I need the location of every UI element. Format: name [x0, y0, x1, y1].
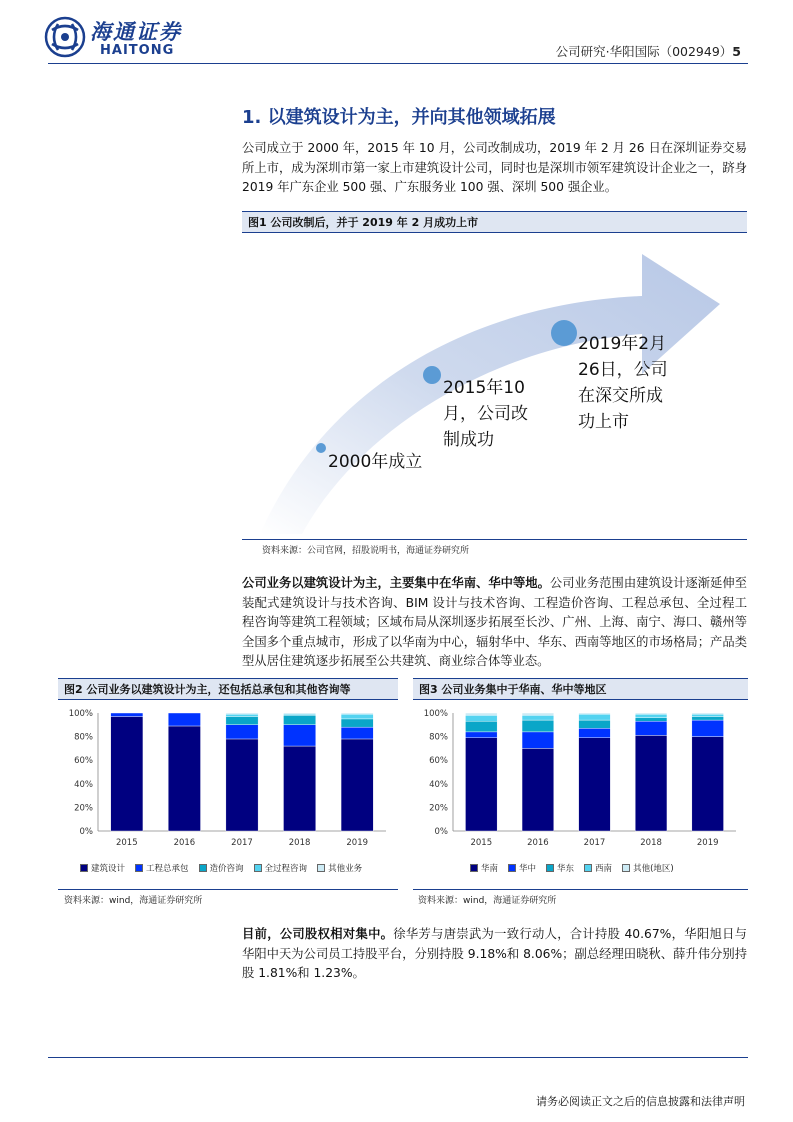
fig1-source-divider: [242, 539, 747, 540]
x-tick-label: 2018: [288, 838, 311, 848]
fig3-source-divider: [413, 889, 748, 890]
legend-item: [470, 862, 498, 874]
bar-segment: [341, 719, 373, 727]
milestone-label-2000: 2000年成立: [328, 452, 423, 472]
y-tick-label: 40%: [429, 779, 448, 790]
bar-segment: [283, 725, 315, 746]
bar-segment: [635, 735, 667, 831]
fig2-source-divider: [58, 889, 398, 890]
shareholding-paragraph-lead: 目前，公司股权相对集中。: [242, 927, 394, 941]
legend-item: [584, 862, 612, 874]
legend-swatch: [546, 864, 554, 872]
x-tick-label: 2019: [696, 838, 719, 848]
bar-segment: [635, 721, 667, 735]
milestone-label-2019: 2019年2月26日，公司在深交所成功上市: [578, 334, 668, 432]
legend-item: [254, 862, 308, 874]
y-tick-label: 0%: [434, 827, 448, 837]
legend-item: [135, 862, 189, 874]
legend-item: [546, 862, 574, 874]
bar-segment: [635, 713, 667, 714]
business-paragraph: [242, 574, 747, 672]
haitong-logo: [42, 14, 192, 64]
bar-segment: [111, 713, 143, 717]
header-report-name: 公司研究·华阳国际（002949）: [555, 44, 733, 59]
legend-item: [80, 862, 125, 874]
bar-segment: [341, 713, 373, 714]
business-paragraph-lead: 公司业务以建筑设计为主，主要集中在华南、华中等地。: [242, 576, 550, 590]
bar-segment: [692, 720, 724, 737]
x-tick-label: 2015: [470, 838, 493, 848]
footer-divider: [48, 1057, 748, 1058]
footer-disclaimer: 请务必阅读正文之后的信息披露和法律声明: [536, 1095, 745, 1108]
y-tick-label: 60%: [74, 756, 93, 767]
bar-segment: [341, 714, 373, 719]
bar-segment: [283, 715, 315, 724]
bar-segment: [522, 732, 554, 749]
legend-swatch: [135, 864, 143, 872]
legend-item: [508, 862, 536, 874]
y-tick-label: 20%: [429, 803, 448, 814]
x-tick-label: 2017: [231, 838, 253, 848]
fig3-legend: [470, 862, 745, 875]
bar-segment: [341, 739, 373, 831]
fig3-source: 资料来源：wind，海通证券研究所: [418, 896, 557, 906]
bar-segment: [283, 746, 315, 831]
bar-segment: [283, 713, 315, 714]
milestone-label-2015: 2015年10月，公司改制成功: [443, 378, 528, 450]
legend-label: 工程总承包: [146, 864, 189, 874]
logo-chinese-text: 海通证券: [90, 20, 182, 44]
legend-swatch: [622, 864, 630, 872]
x-tick-label: 2019: [346, 838, 369, 848]
bar-segment: [635, 718, 667, 722]
legend-label: 华中: [519, 864, 537, 874]
legend-swatch: [199, 864, 207, 872]
bar-segment: [692, 717, 724, 721]
fig1-source: 资料来源：公司官网，招股说明书，海通证券研究所: [262, 546, 470, 556]
milestone-dot-2000: [316, 443, 326, 453]
legend-label: 华南: [481, 864, 499, 874]
bar-segment: [579, 728, 611, 737]
legend-swatch: [254, 864, 262, 872]
y-tick-label: 100%: [423, 709, 448, 719]
legend-label: 建筑设计: [91, 864, 126, 874]
y-tick-label: 80%: [429, 732, 448, 743]
milestone-dot-2019: [551, 320, 577, 346]
legend-label: 西南: [595, 864, 613, 874]
legend-swatch: [470, 864, 478, 872]
y-tick-label: 80%: [74, 732, 93, 743]
fig2-source: 资料来源：wind，海通证券研究所: [64, 896, 203, 906]
logo-english-text: HAITONG: [100, 43, 175, 58]
bar-segment: [465, 732, 497, 738]
legend-swatch: [584, 864, 592, 872]
milestone-dot-2015: [423, 366, 441, 384]
shareholding-paragraph: [242, 925, 747, 984]
x-tick-label: 2017: [583, 838, 606, 848]
bar-segment: [226, 717, 258, 725]
bar-segment: [226, 725, 258, 739]
bar-segment: [692, 713, 724, 714]
bar-segment: [226, 713, 258, 714]
header-title: [556, 42, 741, 60]
legend-label: 其他业务: [328, 864, 363, 874]
legend-label: 华东: [557, 864, 575, 874]
legend-item: [317, 862, 362, 874]
bar-segment: [465, 715, 497, 721]
legend-item: [199, 862, 244, 874]
haitong-emblem-icon: [44, 16, 86, 58]
bar-segment: [111, 717, 143, 831]
fig1-title: 图1 公司改制后，并于 2019 年 2 月成功上市: [242, 211, 747, 233]
bar-segment: [168, 713, 200, 726]
bar-segment: [341, 727, 373, 739]
section-title: 1. 以建筑设计为主，并向其他领域拓展: [242, 107, 556, 128]
fig2-title: 图2 公司业务以建筑设计为主，还包括总承包和其他咨询等: [58, 678, 398, 700]
bar-segment: [579, 720, 611, 728]
bar-segment: [465, 721, 497, 732]
legend-item: [622, 862, 674, 874]
shareholding-paragraph-body: 徐华芳与唐崇武为一致行动人，合计持股 40.67%，华阳旭日与华阳中天为公司员工持股平台，分别持股 9.18%和 8.06%；副总经理田晓秋、薛升伟分别持股 1.81%和 1.23%。: [242, 927, 747, 980]
bar-segment: [579, 713, 611, 714]
business-paragraph-body: 公司业务范围由建筑设计逐渐延伸至装配式建筑设计与技术咨询、BIM 设计与技术咨询、工程造价咨询、工程总承包、全过程工程咨询等建筑工程领域；区域布局从深圳逐步拓展至长沙、广州、上海、南宁、海口、赣州等全国多个重点城市，形成了以华南为中心，辐射华中、华东、西南等地区的市场格局；产品类型从居住建筑逐步拓展至公共建筑、商业综合体等业态。: [242, 576, 747, 668]
bar-segment: [226, 714, 258, 716]
legend-swatch: [80, 864, 88, 872]
x-tick-label: 2016: [527, 838, 549, 848]
bar-segment: [579, 714, 611, 720]
bar-segment: [465, 713, 497, 715]
bar-segment: [692, 737, 724, 831]
bar-segment: [465, 738, 497, 831]
bar-segment: [522, 715, 554, 720]
legend-label: 其他(地区): [633, 864, 674, 874]
bar-segment: [522, 748, 554, 831]
x-tick-label: 2018: [640, 838, 662, 848]
fig2-legend: [80, 862, 400, 875]
y-tick-label: 40%: [74, 779, 93, 790]
y-tick-label: 0%: [79, 827, 93, 837]
bar-segment: [692, 714, 724, 716]
legend-label: 造价咨询: [209, 864, 244, 874]
y-tick-label: 20%: [74, 803, 93, 814]
x-tick-label: 2015: [115, 838, 138, 848]
bar-segment: [522, 713, 554, 715]
legend-swatch: [508, 864, 516, 872]
fig3-bar-chart: [413, 705, 748, 855]
fig3-title: 图3 公司业务集中于华南、华中等地区: [413, 678, 748, 700]
bar-segment: [522, 720, 554, 732]
intro-paragraph: 公司成立于 2000 年，2015 年 10 月，公司改制成功，2019 年 2 月 26 日在深圳证券交易所上市，成为深圳市第一家上市建筑设计公司，同时也是深圳市领军建筑设计企业之一，跻身 2019 年广东企业 500 强、广东服务业 100 强、深圳 500 强企业。: [242, 141, 747, 194]
fig2-bar-chart: [58, 705, 398, 855]
header-divider: [48, 63, 748, 64]
page-number: 5: [732, 44, 741, 59]
y-tick-label: 100%: [68, 709, 93, 719]
bar-segment: [635, 714, 667, 718]
bar-segment: [168, 726, 200, 831]
x-tick-label: 2016: [173, 838, 196, 848]
bar-segment: [226, 739, 258, 831]
legend-label: 全过程咨询: [264, 864, 308, 874]
legend-swatch: [317, 864, 325, 872]
bar-segment: [579, 738, 611, 831]
y-tick-label: 60%: [429, 756, 448, 767]
